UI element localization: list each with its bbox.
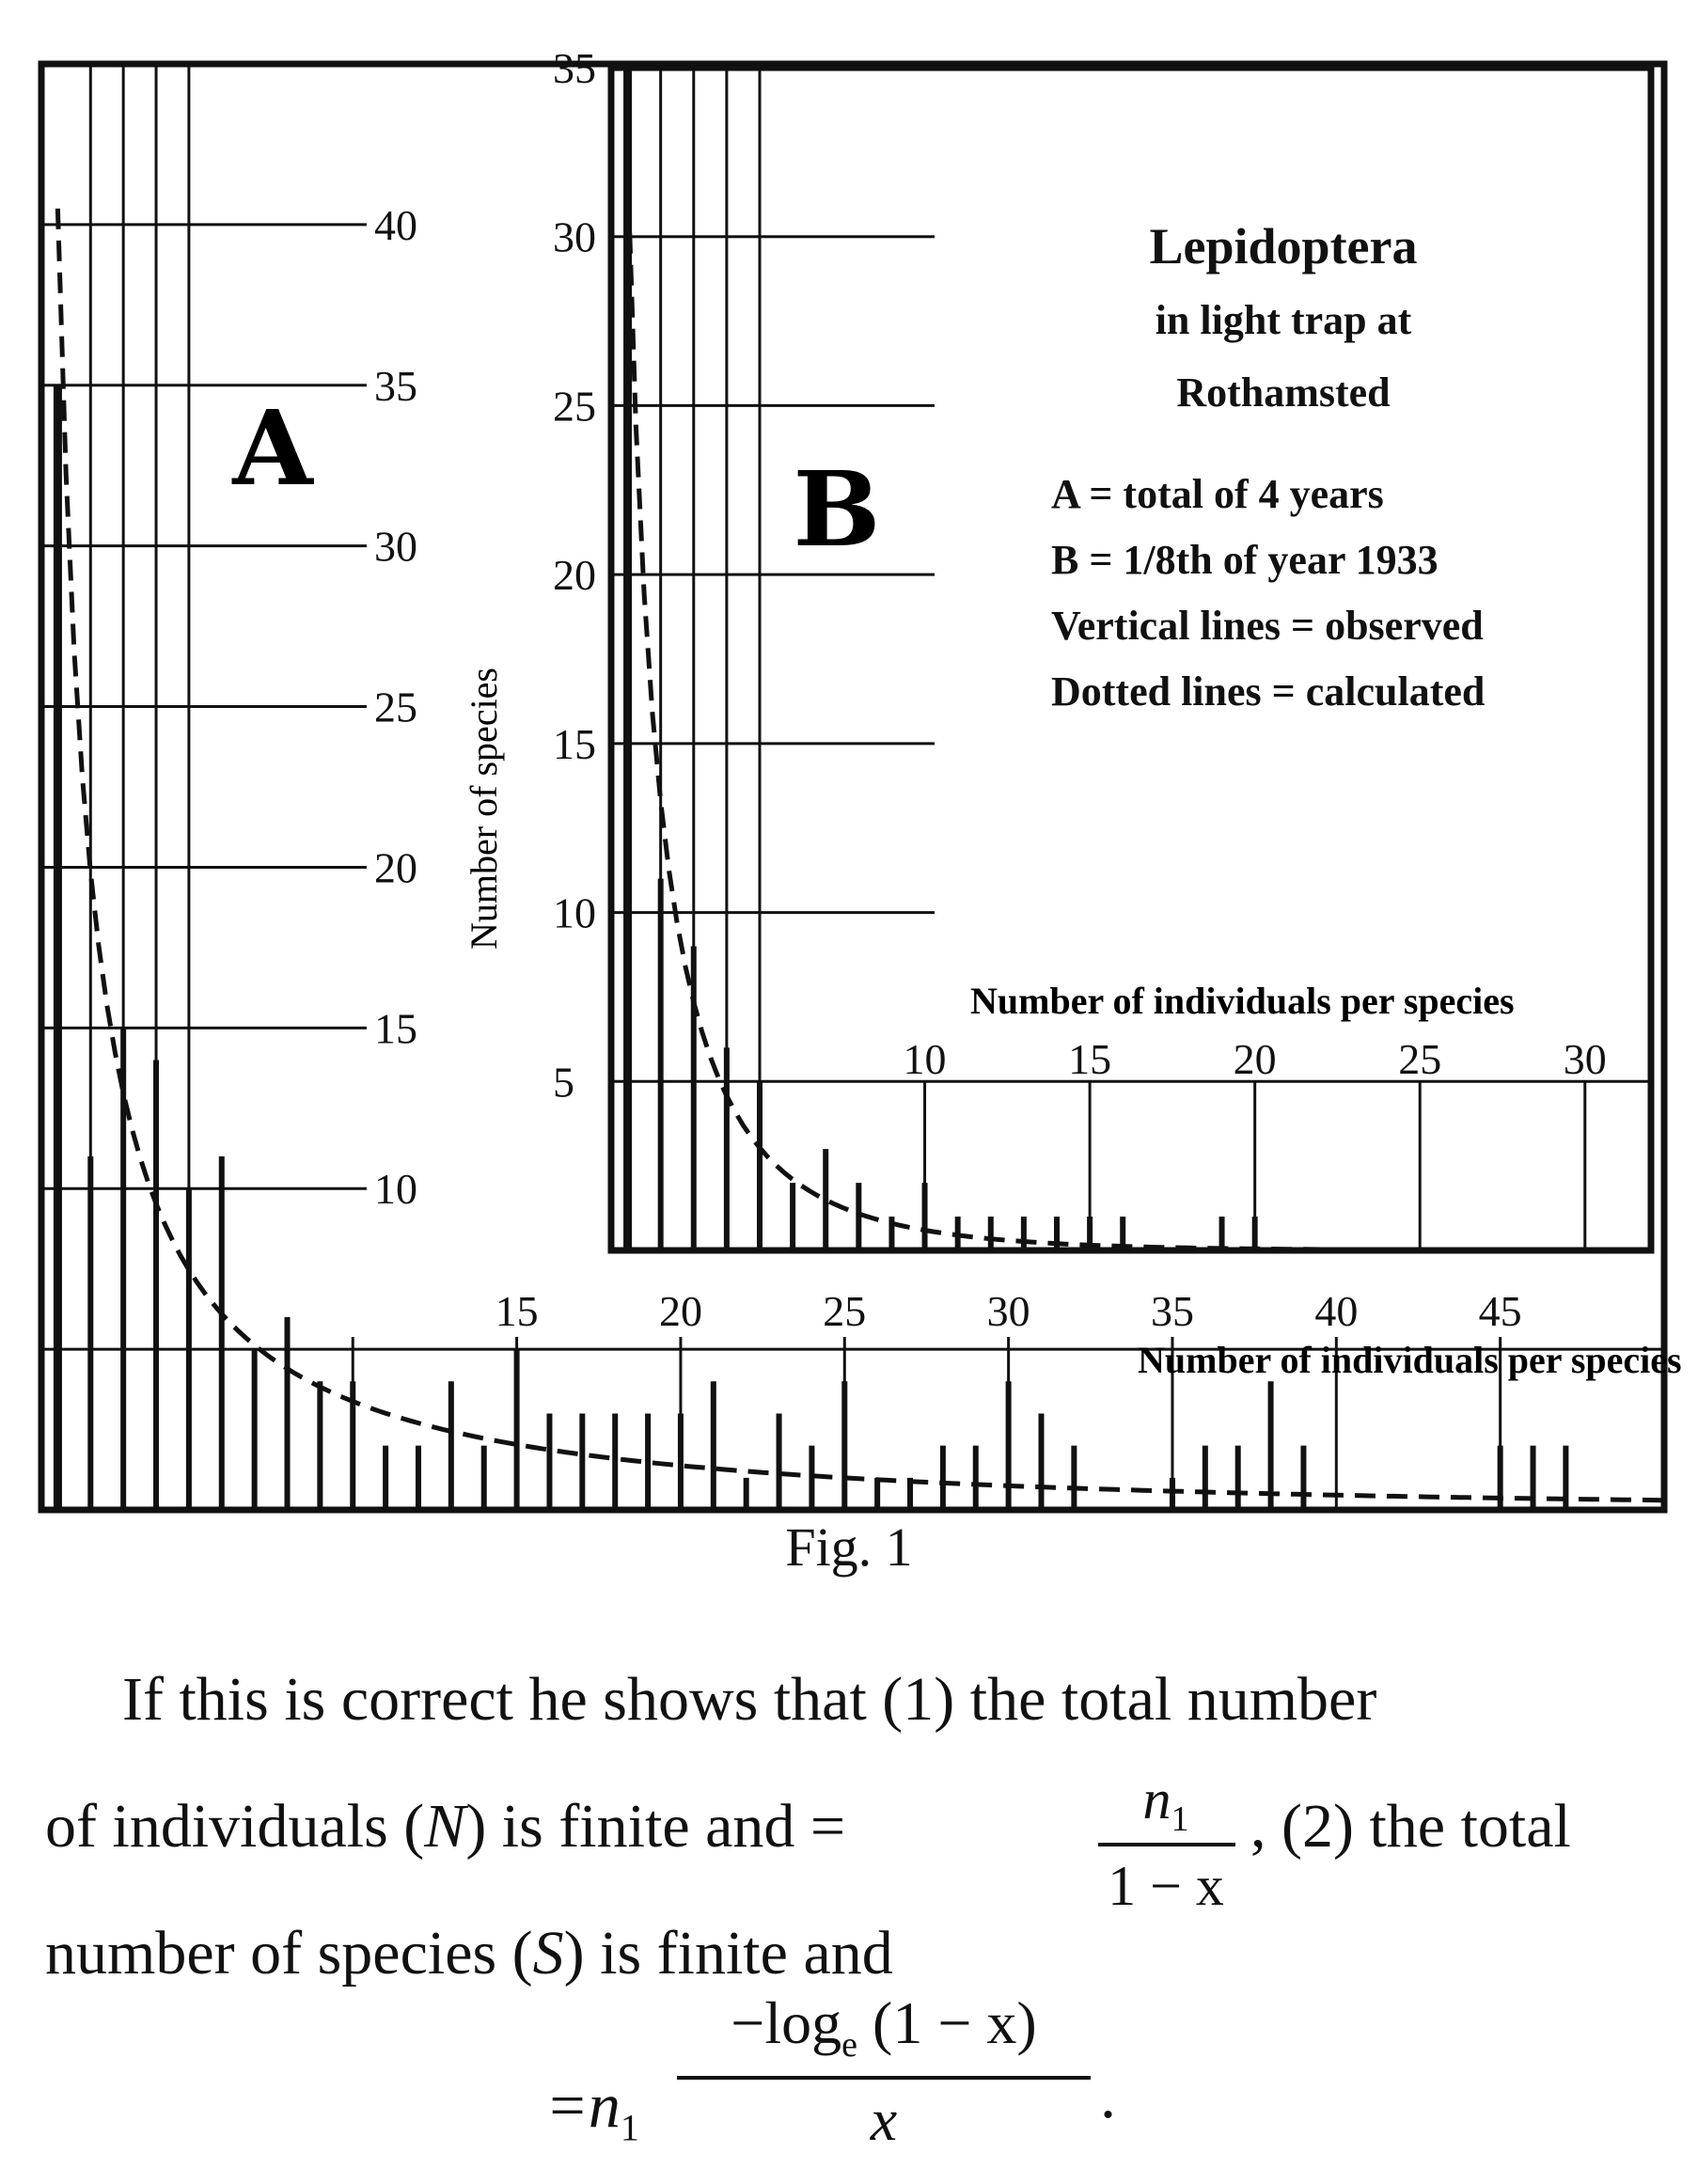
paragraph-line-1: If this is correct he shows that (1) the total number (122, 1665, 1377, 1734)
y-tick-label: 20 (374, 843, 417, 892)
line3-part-a: number of species ( (45, 1919, 533, 1988)
figure-caption: Fig. 1 (785, 1516, 913, 1578)
eq-num-sub: e (841, 2024, 858, 2065)
x-tick-label: 20 (658, 1287, 702, 1335)
y-tick-label: 10 (553, 888, 596, 937)
fraction-denominator-1: 1 − x (1108, 1855, 1224, 1917)
frac1-n: n (1142, 1768, 1171, 1830)
x-axis-label-a: Number of individuals per species (1138, 1339, 1682, 1381)
eq-lhs: =n (545, 2069, 621, 2141)
legend-item-d: Dotted lines = calculated (1051, 668, 1486, 715)
y-axis-label: Number of species (463, 668, 505, 950)
line2-part-a: of individuals ( (45, 1792, 425, 1861)
eq-den: x (870, 2086, 898, 2153)
legend-item-b: B = 1/8th of year 1933 (1051, 537, 1439, 583)
panel-a (41, 64, 1664, 1510)
paragraph-line-3 (45, 1918, 893, 1989)
x-tick-label: 25 (823, 1287, 867, 1335)
legend-item-c: Vertical lines = observed (1051, 603, 1484, 649)
line2-part-b: ) is finite and = (465, 1792, 846, 1861)
x-tick-label: 25 (1398, 1035, 1442, 1083)
y-tick-label: 15 (553, 719, 596, 768)
panel-b-label: B (793, 448, 881, 570)
x-axis-label-b: Number of individuals per species (970, 980, 1515, 1022)
eq-num-tail: (1 − x) (857, 1989, 1037, 2056)
equation-lhs (545, 2068, 639, 2150)
line2-part-c: , (2) the total (1250, 1792, 1571, 1861)
equation-bar (677, 2076, 1091, 2080)
symbol-n-total: N (424, 1792, 466, 1861)
y-tick-label: 40 (374, 200, 417, 249)
y-tick-label: 30 (553, 212, 596, 261)
eq-lhs-sub: 1 (620, 2106, 639, 2149)
y-tick-label: 10 (374, 1165, 417, 1214)
y-tick-label: 35 (553, 44, 596, 92)
line3-part-b: ) is finite and (563, 1919, 893, 1988)
x-tick-label: 35 (1150, 1287, 1194, 1335)
legend-title: Lepidoptera (1149, 218, 1418, 275)
legend-item-a: A = total of 4 years (1051, 471, 1384, 517)
y-tick-label: 35 (374, 361, 417, 410)
legend (1051, 218, 1485, 715)
frac1-sub: 1 (1171, 1799, 1189, 1839)
x-tick-label: 30 (986, 1287, 1030, 1335)
x-tick-label: 45 (1478, 1287, 1522, 1335)
equation-end: . (1100, 2060, 1116, 2131)
x-tick-label: 15 (1068, 1035, 1112, 1083)
y-tick-label: 5 (553, 1058, 574, 1107)
x-tick-label: 20 (1233, 1035, 1277, 1083)
fraction-bar-1 (1098, 1843, 1235, 1846)
x-tick-label: 30 (1563, 1035, 1607, 1083)
panel-frame (611, 68, 1651, 1250)
x-tick-label: 10 (903, 1035, 947, 1083)
legend-line1: in light trap at (1155, 297, 1412, 343)
y-tick-label: 25 (374, 683, 417, 731)
eq-num: −log (731, 1989, 842, 2056)
equation-denominator (658, 2085, 1109, 2155)
y-tick-label: 30 (374, 522, 417, 571)
y-tick-label: 25 (553, 382, 596, 431)
paragraph-line-2 (45, 1791, 845, 1862)
legend-line2: Rothamsted (1176, 369, 1391, 416)
panel-a-label: A (232, 387, 313, 509)
x-tick-label: 15 (495, 1287, 539, 1335)
fraction-numerator-1 (1091, 1768, 1241, 1840)
y-tick-label: 15 (374, 1004, 417, 1053)
symbol-s-total: S (532, 1919, 564, 1988)
equation-numerator (658, 1988, 1109, 2066)
x-tick-label: 40 (1314, 1287, 1359, 1335)
y-tick-label: 20 (553, 551, 596, 600)
